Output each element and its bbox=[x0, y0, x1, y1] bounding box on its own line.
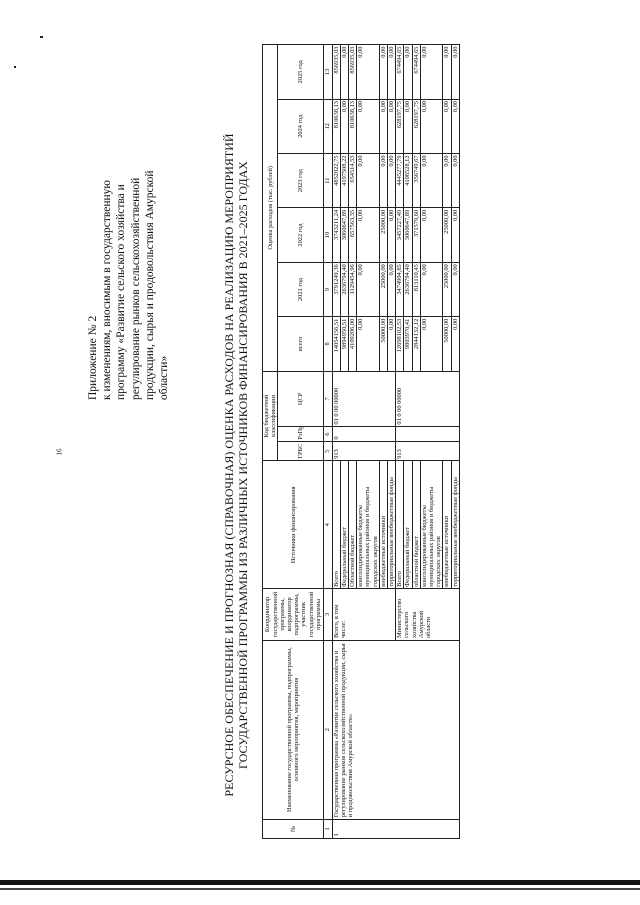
header-2025: 2025 год bbox=[278, 45, 324, 100]
value-cell: 356749,67 bbox=[412, 153, 420, 207]
value-cell: 813110,45 bbox=[412, 262, 420, 316]
value-cell: 810638,13 bbox=[349, 99, 357, 153]
annex-line: к изменениям, вносимым в государственную bbox=[101, 180, 114, 400]
source-cell: Федеральный бюджет bbox=[404, 461, 412, 589]
value-cell: 25000,00 bbox=[443, 208, 451, 262]
value-cell: 0,00 bbox=[420, 45, 443, 100]
value-cell: 0,00 bbox=[451, 317, 459, 371]
value-cell: 628197,75 bbox=[396, 99, 404, 153]
value-cell: 0,00 bbox=[404, 99, 412, 153]
annex-line: Приложение № 2 bbox=[87, 315, 99, 400]
source-cell: территориальные внебюджетные фонды bbox=[388, 461, 396, 589]
header-2021: 2021 год bbox=[278, 262, 324, 316]
source-cell: Всего bbox=[332, 461, 340, 589]
source-cell: Федеральный бюджет bbox=[340, 461, 348, 589]
value-cell: 856935,03 bbox=[349, 45, 357, 100]
value-cell: 4852022,75 bbox=[332, 153, 340, 207]
value-cell: 0,00 bbox=[443, 153, 451, 207]
value-cell: 0,00 bbox=[451, 99, 459, 153]
value-cell: 0,00 bbox=[340, 99, 348, 153]
value-cell: 0,00 bbox=[379, 99, 387, 153]
header-name: Наименование государственной программы, подпрограммы, основного мероприятия, мероприятия bbox=[263, 640, 324, 819]
header-source: Источники финансирования bbox=[263, 461, 324, 589]
document-title bbox=[222, 125, 250, 805]
title-line: РЕСУРСНОЕ ОБЕСПЕЧЕНИЕ И ПРОГНОЗНАЯ (СПРАВОЧНАЯ) ОЦЕНКА РАСХОДОВ НА РЕАЛИЗАЦИЮ МЕРОПРИЯТИЙ bbox=[222, 133, 236, 797]
index-cell: 1 bbox=[324, 819, 332, 838]
coordinator-cell: Всего, в том числе: bbox=[332, 589, 396, 640]
value-cell: 0,00 bbox=[443, 45, 451, 100]
value-cell: 9803970,41 bbox=[404, 317, 412, 371]
header-row bbox=[263, 45, 278, 839]
value-cell: 1129454,96 bbox=[349, 262, 357, 316]
program-name: Государственная программа «Развитие сельского хозяйства и регулирование рынков сельскохозяйственной продукции, сырья и продовольствия Амурской области» bbox=[332, 640, 459, 819]
value-cell: 0,00 bbox=[388, 317, 396, 371]
index-cell: 10 bbox=[324, 208, 332, 262]
program-num: 1 bbox=[332, 819, 459, 838]
index-cell: 2 bbox=[324, 640, 332, 819]
value-cell: 0,00 bbox=[451, 208, 459, 262]
value-cell: 0,00 bbox=[388, 262, 396, 316]
source-cell: внебюджетные источники bbox=[379, 461, 387, 589]
value-cell: 4109206,00 bbox=[349, 317, 357, 371]
csr-cell: 01 0 00 00000 bbox=[332, 371, 396, 427]
value-cell: 0,00 bbox=[420, 317, 443, 371]
value-cell: 0,00 bbox=[357, 317, 380, 371]
annex-line: регулирование рынков сельскохозяйственной bbox=[129, 177, 142, 400]
value-cell: 856935,03 bbox=[332, 45, 340, 100]
csr-cell: 01 0 00 00000 bbox=[396, 371, 460, 427]
index-cell: 12 bbox=[324, 99, 332, 153]
value-cell: 25000,00 bbox=[379, 262, 387, 316]
index-cell: 13 bbox=[324, 45, 332, 100]
header-2024: 2024 год bbox=[278, 99, 324, 153]
value-cell: 0,00 bbox=[357, 153, 380, 207]
header-coordinator: Координатор государственной программы, координатор подпрограммы, участник государственной программы bbox=[263, 589, 324, 640]
value-cell: 654514,53 bbox=[349, 153, 357, 207]
value-cell: 0,00 bbox=[388, 208, 396, 262]
value-cell: 3743211,24 bbox=[332, 208, 340, 262]
value-cell: 0,00 bbox=[420, 99, 443, 153]
value-cell: 12698102,53 bbox=[396, 317, 404, 371]
value-cell: 3457227,49 bbox=[396, 208, 404, 262]
value-cell: 25000,00 bbox=[443, 262, 451, 316]
value-cell: 0,00 bbox=[379, 45, 387, 100]
value-cell: 810638,13 bbox=[332, 99, 340, 153]
value-cell: 2844132,12 bbox=[412, 317, 420, 371]
value-cell: 4106528,12 bbox=[404, 153, 412, 207]
value-cell: 0,00 bbox=[357, 99, 380, 153]
value-cell: 371579,60 bbox=[412, 208, 420, 262]
value-cell: 0,00 bbox=[357, 262, 380, 316]
value-cell: 674494,65 bbox=[412, 45, 420, 100]
value-cell: 2636794,40 bbox=[404, 262, 412, 316]
index-cell: 7 bbox=[324, 371, 332, 427]
source-cell: областной бюджет bbox=[412, 461, 420, 589]
index-cell: 3 bbox=[324, 589, 332, 640]
value-cell: 0,00 bbox=[388, 45, 396, 100]
header-csr: ЦСР bbox=[278, 371, 324, 427]
header-estimate: Оценка расходов (тыс. рублей) bbox=[263, 45, 278, 372]
index-cell: 5 bbox=[324, 442, 332, 461]
page-number: 16 bbox=[55, 448, 64, 456]
header-total: всего bbox=[278, 317, 324, 371]
value-cell: 0,00 bbox=[340, 45, 348, 100]
value-cell: 0,00 bbox=[420, 153, 443, 207]
value-cell: 0,00 bbox=[443, 99, 451, 153]
value-cell: 657563,35 bbox=[349, 208, 357, 262]
header-grbs: ГРБС bbox=[278, 442, 324, 461]
header-budget-code: Код бюджетной классификации bbox=[263, 371, 278, 461]
annex-line: области» bbox=[158, 355, 171, 400]
index-cell: 9 bbox=[324, 262, 332, 316]
value-cell: 9894950,51 bbox=[340, 317, 348, 371]
source-cell: консолидированные бюджеты муниципальных районов и бюджеты городских округов bbox=[420, 461, 443, 589]
value-cell: 0,00 bbox=[388, 153, 396, 207]
funding-table bbox=[262, 44, 460, 839]
value-cell: 2636794,40 bbox=[340, 262, 348, 316]
table-row bbox=[332, 45, 340, 839]
value-cell: 0,00 bbox=[451, 262, 459, 316]
value-cell: 628197,75 bbox=[412, 99, 420, 153]
index-cell: 8 bbox=[324, 317, 332, 371]
rzpr-cell bbox=[396, 427, 460, 442]
source-cell: консолидированные бюджеты муниципальных районов и бюджеты городских округов bbox=[357, 461, 380, 589]
index-cell: 11 bbox=[324, 153, 332, 207]
source-cell: Всего bbox=[396, 461, 404, 589]
value-cell: 674494,65 bbox=[396, 45, 404, 100]
source-cell: внебюджетные источники bbox=[443, 461, 451, 589]
value-cell: 0,00 bbox=[379, 153, 387, 207]
header-2023: 2023 год bbox=[278, 153, 324, 207]
rzpr-cell: 0 bbox=[332, 427, 396, 442]
value-cell: 3474904,85 bbox=[396, 262, 404, 316]
index-cell: 6 bbox=[324, 427, 332, 442]
value-cell: 0,00 bbox=[451, 153, 459, 207]
grbs-cell: 913 bbox=[396, 442, 460, 461]
source-cell: Областной бюджет bbox=[349, 461, 357, 589]
value-cell: 14054156,51 bbox=[332, 317, 340, 371]
value-cell: 0,00 bbox=[420, 262, 443, 316]
header-rzpr: РзПр bbox=[278, 427, 324, 442]
value-cell: 4197508,22 bbox=[340, 153, 348, 207]
value-cell: 3060647,89 bbox=[404, 208, 412, 262]
value-cell: 0,00 bbox=[420, 208, 443, 262]
header-2022: 2022 год bbox=[278, 208, 324, 262]
value-cell: 50000,00 bbox=[379, 317, 387, 371]
header-num: № bbox=[263, 819, 324, 838]
value-cell: 50000,00 bbox=[443, 317, 451, 371]
value-cell: 0,00 bbox=[451, 45, 459, 100]
grbs-cell: 913 bbox=[332, 442, 396, 461]
source-cell: территориальные внебюджетные фонды bbox=[451, 461, 459, 589]
title-line: ГОСУДАРСТВЕННОЙ ПРОГРАММЫ ИЗ РАЗЛИЧНЫХ ИСТОЧНИКОВ ФИНАНСИРОВАНИЯ В 2021–2025 ГОДАХ bbox=[236, 161, 250, 769]
value-cell: 3791249,36 bbox=[332, 262, 340, 316]
value-cell: 0,00 bbox=[357, 208, 380, 262]
annex-header bbox=[86, 130, 171, 400]
value-cell: 3060647,89 bbox=[340, 208, 348, 262]
annex-line: программу «Развитие сельского хозяйства и bbox=[115, 184, 128, 400]
index-row bbox=[324, 45, 332, 839]
value-cell: 0,00 bbox=[357, 45, 380, 100]
value-cell: 0,00 bbox=[388, 99, 396, 153]
value-cell: 25000,00 bbox=[379, 208, 387, 262]
coordinator-cell: Министерство сельского хозяйства Амурской области bbox=[396, 589, 460, 640]
value-cell: 4445277,79 bbox=[396, 153, 404, 207]
index-cell: 4 bbox=[324, 461, 332, 589]
value-cell: 0,00 bbox=[404, 45, 412, 100]
annex-line: продукции, сырья и продовольствия Амурской bbox=[143, 170, 156, 400]
